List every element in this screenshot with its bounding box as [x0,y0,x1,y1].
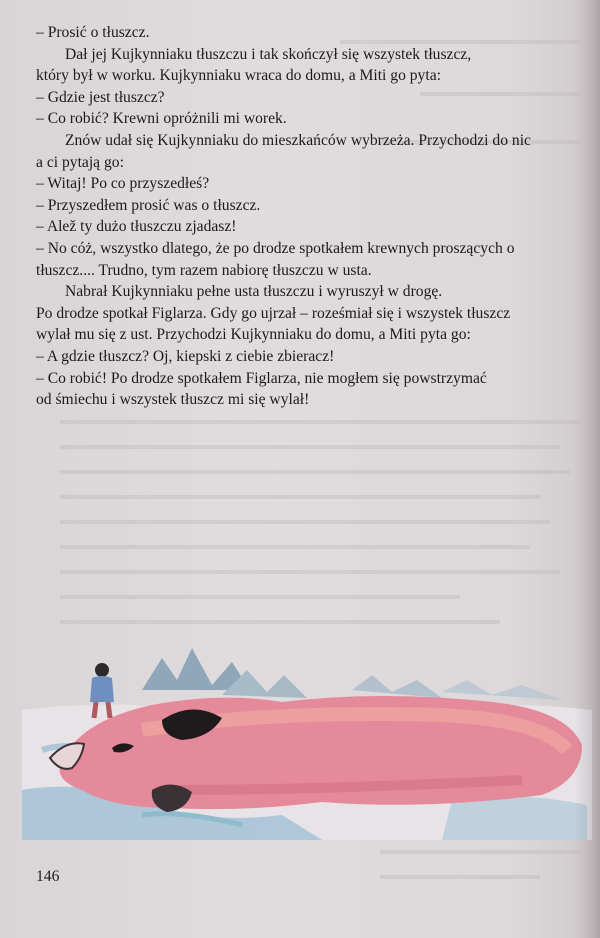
page-number: 146 [36,868,60,885]
page-edge-shadow [574,0,600,938]
text-line: – Co robić! Po drodze spotkałem Figlarza, nie mogłem się powstrzymać [36,369,487,387]
text-line: – Przyszedłem prosić was o tłuszcz. [36,196,261,214]
text-line: – Witaj! Po co przyszedłeś? [36,175,210,193]
text-line: – Prosić o tłuszcz. [36,24,150,41]
text-line: wylał mu się z ust. Przychodzi Kujkynniaku do domu, a Miti pyta go: [36,326,471,344]
text-line: – Co robić? Krewni opróżnili mi worek. [36,110,287,128]
text-line: a ci pytają go: [36,153,124,171]
text-line: od śmiechu i wszystek tłuszcz mi się wylał! [36,391,310,409]
text-line: który był w worku. Kujkynniaku wraca do domu, a Miti go pyta: [36,67,441,85]
text-line: tłuszcz.... Trudno, tym razem nabiorę tłuszczu w usta. [36,261,372,279]
text-line: Nabrał Kujkynniaku pełne usta tłuszczu i wyruszył w drogę. [65,283,443,301]
pink-animal [50,696,582,812]
text-line: Po drodze spotkał Figlarza. Gdy go ujrzał – roześmiał się i wszystek tłuszcz [36,304,511,322]
mountains [142,648,562,700]
text-line: – No cóż, wszystko dlatego, że po drodze spotkałem krewnych proszących o [36,239,515,257]
text-line: Dał jej Kujkynniaku tłuszczu i tak skończył się wszystek tłuszcz, [65,45,472,63]
text-line: – A gdzie tłuszcz? Oj, kiepski z ciebie zbieracz! [36,347,335,365]
text-line: – Alež ty dużo tłuszczu zjadasz! [36,218,237,236]
text-line: Znów udał się Kujkynniaku do mieszkańców wybrzeża. Przychodzi do nic [65,131,531,149]
story-illustration [22,640,592,840]
story-text [36,22,586,411]
text-line: – Gdzie jest tłuszcz? [36,88,165,106]
